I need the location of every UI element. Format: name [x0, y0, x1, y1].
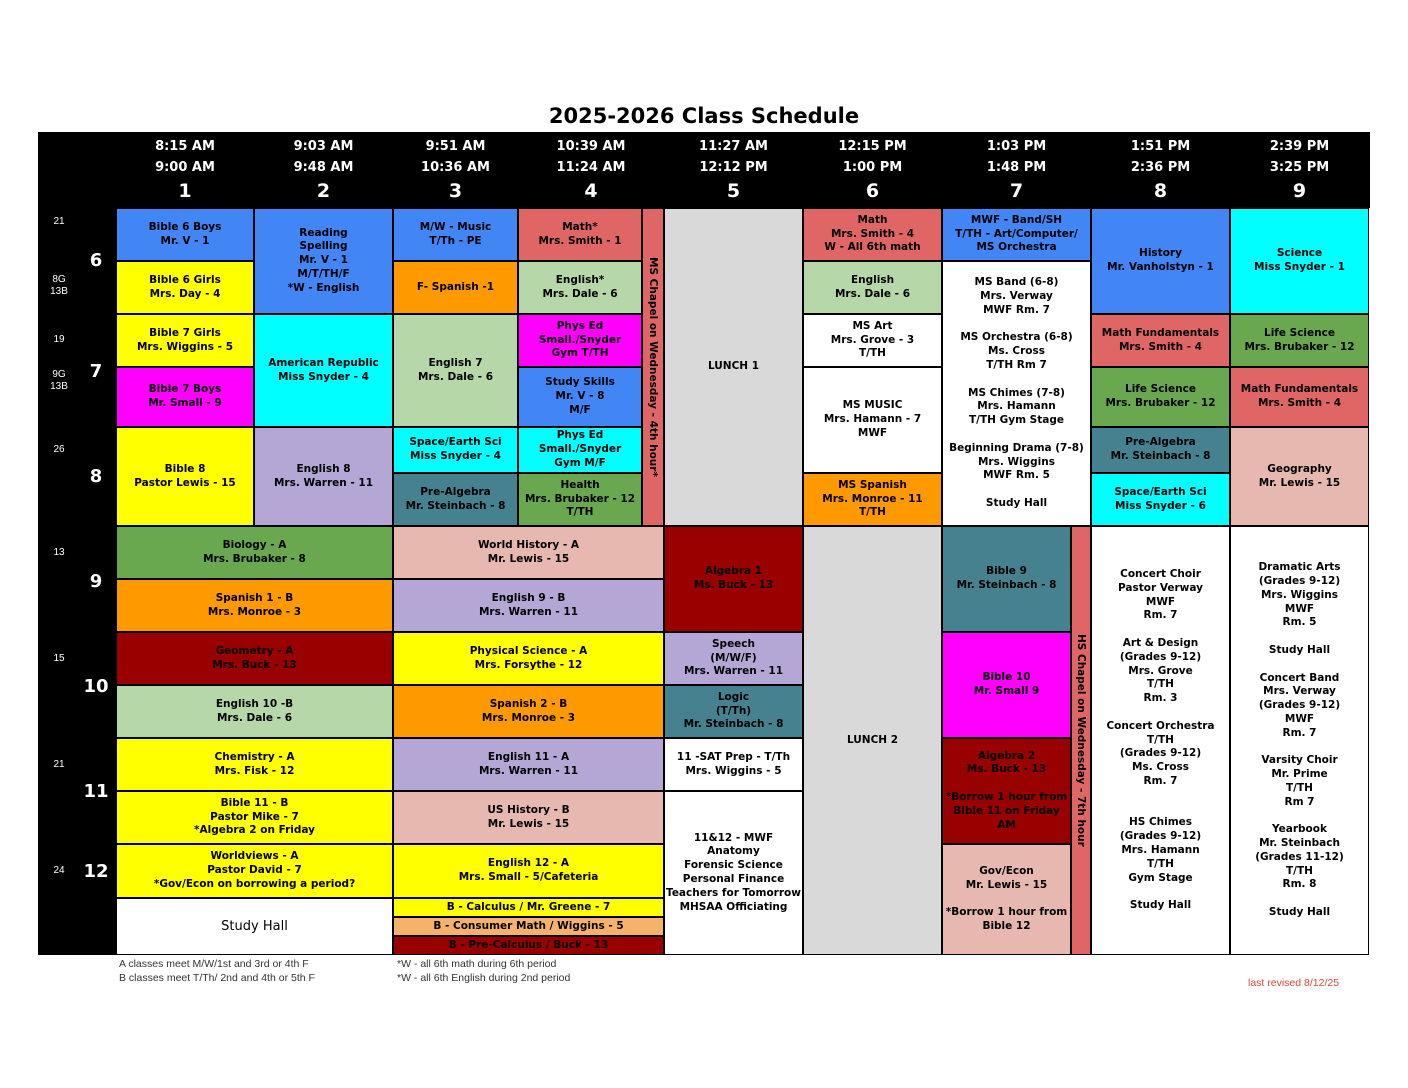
schedule-cell-p1-bible6girls: Bible 6 Girls Mrs. Day - 4	[116, 261, 254, 314]
schedule-cell-hs-biology: Biology - A Mrs. Brubaker - 8	[116, 526, 393, 579]
schedule-cell-hs-calc: B - Calculus / Mr. Greene - 7	[393, 898, 664, 917]
schedule-cell-hs-english10: English 10 -B Mrs. Dale - 6	[116, 685, 393, 738]
schedule-cell-hs-bible9: Bible 9 Mr. Steinbach - 8	[942, 526, 1071, 632]
schedule-cell-hs-alg2: Algebra 2 Ms. Buck - 13 *Borrow 1 hour from Bible 11 on Friday AM	[942, 738, 1071, 844]
schedule-cell-p1-bible6boys: Bible 6 Boys Mr. V - 1	[116, 208, 254, 261]
schedule-cell-hs-studyhall: Study Hall	[116, 898, 393, 955]
period-header-6	[803, 136, 942, 203]
schedule-cell-hs-bible10: Bible 10 Mr. Small 9	[942, 632, 1071, 738]
period-num-label: 3	[448, 180, 463, 202]
period-num-label: 6	[865, 180, 880, 202]
schedule-cell-hs-chem: Chemistry - A Mrs. Fisk - 12	[116, 738, 393, 791]
period-num-label: 8	[1153, 180, 1168, 202]
schedule-cell-hs-chapel: HS Chapel on Wednesday - 7th hour	[1071, 526, 1091, 955]
schedule-cell-hs-p8list: Concert Choir Pastor Verway MWF Rm. 7 Art & Design (Grades 9-12) Mrs. Grove T/TH Rm. 3 Concert Orchestra T/TH (Grades 9-12) Ms. Cross Rm. 7 HS Chimes (Grades 9-12) Mrs. Hamann T/TH Gym Stage Study Hall	[1091, 526, 1230, 955]
period-start-label: 2:39 PM	[1269, 139, 1330, 154]
period-header-3	[393, 136, 518, 203]
footnote-wednesday: *W - all 6th math during 6th period *W - all 6th English during 2nd period	[397, 958, 571, 984]
schedule-cell-p4-math: Math* Mrs. Smith - 1	[518, 208, 642, 261]
schedule-cell-p6-english: English Mrs. Dale - 6	[803, 261, 942, 314]
student-count-label: 24	[53, 865, 65, 876]
schedule-cell-hs-alg1: Algebra 1 Ms. Buck - 13	[664, 526, 803, 632]
period-end-label: 1:00 PM	[842, 160, 903, 175]
schedule-cell-hs-english11: English 11 - A Mrs. Warren - 11	[393, 738, 664, 791]
period-end-label: 12:12 PM	[699, 160, 768, 175]
last-revised-date: last revised 8/12/25	[1248, 977, 1340, 989]
schedule-cell-p2-reading: Reading Spelling Mr. V - 1 M/T/TH/F *W - English	[254, 208, 393, 314]
schedule-cell-hs-geometry: Geometry - A Mrs. Buck - 13	[116, 632, 393, 685]
period-start-label: 10:39 AM	[556, 139, 626, 154]
schedule-cell-hs-precalc: B - Pre-Calculus / Buck - 13	[393, 936, 664, 955]
schedule-cell-p3-spanish: F- Spanish -1	[393, 261, 518, 314]
schedule-cell-p6-msmusic: MS MUSIC Mrs. Hamann - 7 MWF	[803, 367, 942, 473]
student-count-label: 8G 13B	[50, 274, 68, 297]
schedule-cell-p8-space: Space/Earth Sci Miss Snyder - 6	[1091, 473, 1230, 526]
schedule-cell-p4-english: English* Mrs. Dale - 6	[518, 261, 642, 314]
page-title: 2025-2026 Class Schedule	[548, 104, 860, 128]
grade-label-6: 6	[89, 250, 103, 271]
period-header-5	[664, 136, 803, 203]
schedule-cell-hs-logic: Logic (T/Th) Mr. Steinbach - 8	[664, 685, 803, 738]
schedule-cell-p1-bible7boys: Bible 7 Boys Mr. Small - 9	[116, 367, 254, 427]
student-count-label: 21	[53, 216, 65, 227]
schedule-cell-hs-consumer: B - Consumer Math / Wiggins - 5	[393, 917, 664, 936]
schedule-cell-p4-physed2: Phys Ed Small./Snyder Gym M/F	[518, 427, 642, 473]
schedule-cell-p8-mathfund: Math Fundamentals Mrs. Smith - 4	[1091, 314, 1230, 367]
schedule-cell-lunch2: LUNCH 2	[803, 526, 942, 955]
grade-label-10: 10	[83, 676, 109, 697]
schedule-cell-hs-electives: 11&12 - MWF Anatomy Forensic Science Personal Finance Teachers for Tomorrow MHSAA Officiating	[664, 791, 803, 955]
schedule-cell-p8-prealg: Pre-Algebra Mr. Steinbach - 8	[1091, 427, 1230, 473]
schedule-cell-hs-ushist: US History - B Mr. Lewis - 15	[393, 791, 664, 844]
schedule-cell-ms-chapel: MS Chapel on Wednesday - 4th hour*	[642, 208, 664, 526]
schedule-cell-p9-lifesci: Life Science Mrs. Brubaker - 12	[1230, 314, 1369, 367]
schedule-cell-p2-english8: English 8 Mrs. Warren - 11	[254, 427, 393, 526]
schedule-cell-hs-govecon: Gov/Econ Mr. Lewis - 15 *Borrow 1 hour from Bible 12	[942, 844, 1071, 955]
schedule-cell-hs-english12: English 12 - A Mrs. Small - 5/Cafeteria	[393, 844, 664, 898]
schedule-cell-p6-msspanish: MS Spanish Mrs. Monroe - 11 T/TH	[803, 473, 942, 526]
student-count-label: 9G 13B	[50, 369, 68, 392]
period-end-label: 3:25 PM	[1269, 160, 1330, 175]
period-num-label: 9	[1292, 180, 1307, 202]
student-count-label: 26	[53, 444, 65, 455]
student-count-label: 21	[53, 759, 65, 770]
schedule-cell-p9-geo: Geography Mr. Lewis - 15	[1230, 427, 1369, 526]
schedule-cell-hs-spanish2: Spanish 2 - B Mrs. Monroe - 3	[393, 685, 664, 738]
schedule-cell-p3-english7: English 7 Mrs. Dale - 6	[393, 314, 518, 427]
period-num-label: 7	[1009, 180, 1024, 202]
period-header-7	[942, 136, 1091, 203]
schedule-cell-p2-amrep: American Republic Miss Snyder - 4	[254, 314, 393, 427]
period-start-label: 9:51 AM	[425, 139, 486, 154]
schedule-cell-p6-math: Math Mrs. Smith - 4 W - All 6th math	[803, 208, 942, 261]
schedule-cell-p3-space: Space/Earth Sci Miss Snyder - 4	[393, 427, 518, 473]
schedule-cell-hs-speech: Speech (M/W/F) Mrs. Warren - 11	[664, 632, 803, 685]
grade-label-12: 12	[83, 861, 109, 882]
student-count-label: 13	[53, 547, 65, 558]
period-start-label: 1:51 PM	[1130, 139, 1191, 154]
grade-label-7: 7	[89, 361, 103, 382]
period-num-label: 2	[316, 180, 331, 202]
period-header-9	[1230, 136, 1369, 203]
schedule-cell-p1-bible7girls: Bible 7 Girls Mrs. Wiggins - 5	[116, 314, 254, 367]
period-header-2	[254, 136, 393, 203]
schedule-cell-hs-worldhist: World History - A Mr. Lewis - 15	[393, 526, 664, 579]
schedule-cell-p6-msart: MS Art Mrs. Grove - 3 T/TH	[803, 314, 942, 367]
footnote-ab-classes: A classes meet M/W/1st and 3rd or 4th F B classes meet T/Th/ 2nd and 4th or 5th F	[119, 958, 315, 984]
period-num-label: 5	[726, 180, 741, 202]
period-start-label: 8:15 AM	[155, 139, 215, 154]
period-end-label: 9:48 AM	[293, 160, 354, 175]
period-end-label: 11:24 AM	[556, 160, 626, 175]
schedule-cell-hs-physsci: Physical Science - A Mrs. Forsythe - 12	[393, 632, 664, 685]
schedule-cell-p7-list: MS Band (6-8) Mrs. Verway MWF Rm. 7 MS Orchestra (6-8) Ms. Cross T/TH Rm 7 MS Chimes (7-8) Mrs. Hamann T/TH Gym Stage Beginning Drama (7-8) Mrs. Wiggins MWF Rm. 5 Study Hall	[942, 261, 1091, 526]
period-start-label: 9:03 AM	[293, 139, 354, 154]
grade-label-8: 8	[89, 466, 103, 487]
period-header-8	[1091, 136, 1230, 203]
period-header-1	[116, 136, 254, 203]
schedule-cell-p3-prealg: Pre-Algebra Mr. Steinbach - 8	[393, 473, 518, 526]
schedule-cell-p4-study: Study Skills Mr. V - 8 M/F	[518, 367, 642, 427]
grade-label-9: 9	[89, 571, 103, 592]
schedule-cell-p9-mathfund: Math Fundamentals Mrs. Smith - 4	[1230, 367, 1369, 427]
schedule-cell-p1-bible8: Bible 8 Pastor Lewis - 15	[116, 427, 254, 526]
period-start-label: 12:15 PM	[838, 139, 907, 154]
schedule-cell-p7-band: MWF - Band/SH T/TH - Art/Computer/ MS Orchestra	[942, 208, 1091, 261]
period-start-label: 1:03 PM	[986, 139, 1047, 154]
schedule-cell-p3-music: M/W - Music T/Th - PE	[393, 208, 518, 261]
schedule-cell-hs-p9list: Dramatic Arts (Grades 9-12) Mrs. Wiggins MWF Rm. 5 Study Hall Concert Band Mrs. Verway (Grades 9-12) MWF Rm. 7 Varsity Choir Mr. Prime T/TH Rm 7 Yearbook Mr. Steinbach (Grades 11-12) T/TH Rm. 8 Study Hall	[1230, 526, 1369, 955]
grade-label-11: 11	[83, 781, 109, 802]
schedule-cell-p8-history: History Mr. Vanholstyn - 1	[1091, 208, 1230, 314]
period-end-label: 2:36 PM	[1130, 160, 1191, 175]
period-num-label: 1	[178, 180, 192, 202]
period-end-label: 10:36 AM	[421, 160, 490, 175]
period-num-label: 4	[584, 180, 598, 202]
period-end-label: 9:00 AM	[155, 160, 215, 175]
schedule-cell-lunch1: LUNCH 1	[664, 208, 803, 526]
schedule-cell-hs-bible11: Bible 11 - B Pastor Mike - 7 *Algebra 2 on Friday	[116, 791, 393, 844]
period-start-label: 11:27 AM	[699, 139, 768, 154]
schedule-cell-hs-sat: 11 -SAT Prep - T/Th Mrs. Wiggins - 5	[664, 738, 803, 791]
student-count-label: 15	[53, 653, 65, 664]
schedule-cell-hs-spanish1: Spanish 1 - B Mrs. Monroe - 3	[116, 579, 393, 632]
schedule-cell-hs-worldviews: Worldviews - A Pastor David - 7 *Gov/Econ on borrowing a period?	[116, 844, 393, 898]
student-count-label: 19	[53, 334, 65, 345]
period-header-4	[518, 136, 664, 203]
schedule-cell-hs-english9: English 9 - B Mrs. Warren - 11	[393, 579, 664, 632]
schedule-cell-p9-science: Science Miss Snyder - 1	[1230, 208, 1369, 314]
period-end-label: 1:48 PM	[986, 160, 1047, 175]
schedule-cell-p8-lifesci: Life Science Mrs. Brubaker - 12	[1091, 367, 1230, 427]
schedule-cell-p4-health: Health Mrs. Brubaker - 12 T/TH	[518, 473, 642, 526]
schedule-cell-p4-physed1: Phys Ed Small./Snyder Gym T/TH	[518, 314, 642, 367]
